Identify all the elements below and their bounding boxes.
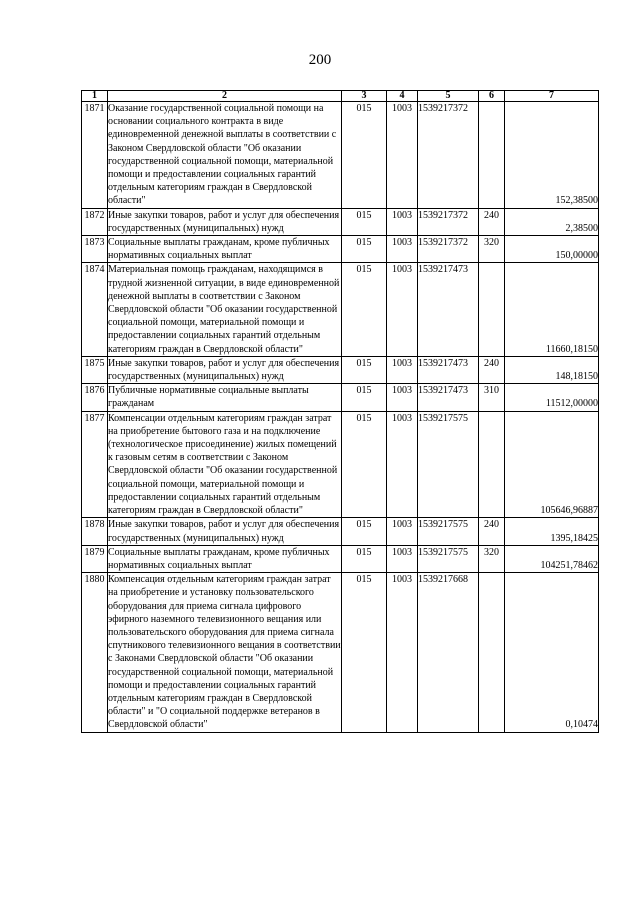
row-ministry: 015 xyxy=(342,263,387,356)
row-target: 1539217372 xyxy=(418,208,479,235)
table-row xyxy=(82,545,599,572)
row-target: 1539217473 xyxy=(418,384,479,411)
row-section: 1003 xyxy=(387,356,418,383)
row-number: 1875 xyxy=(82,356,108,383)
row-ministry: 015 xyxy=(342,545,387,572)
table-row xyxy=(82,263,599,356)
row-section: 1003 xyxy=(387,236,418,263)
row-ministry: 015 xyxy=(342,384,387,411)
row-number: 1877 xyxy=(82,411,108,518)
table-row xyxy=(82,102,599,209)
row-amount: 11512,00000 xyxy=(505,384,599,411)
row-number: 1876 xyxy=(82,384,108,411)
table-row xyxy=(82,384,599,411)
page-number: 200 xyxy=(308,52,332,68)
row-section: 1003 xyxy=(387,573,418,732)
row-name: Оказание государственной социальной помощи на основании социального контракта в виде единовременной денежной выплаты в соответствии с Законом Свердловской области "Об оказании государственной социальной помощи, материальной помощи и предоставлении социальных гарантий отдельным категориям граждан в Свердловской области" xyxy=(108,102,342,209)
row-type: 240 xyxy=(479,518,505,545)
row-amount: 1395,18425 xyxy=(505,518,599,545)
row-ministry: 015 xyxy=(342,573,387,732)
budget-table xyxy=(81,90,599,733)
row-name: Компенсация отдельным категориям граждан затрат на приобретение и установку пользовательского оборудования для приема сигнала цифрового эфирного наземного телевизионного вещания или пользовательского оборудования для приема сигнала спутникового телевизионного вещания в соответствии с Законами Свердловской области "Об оказании государственной социальной помощи, материальной помощи и предоставлении социальных гарантий отдельным категориям граждан в Свердловской области" и "О социальной поддержке ветеранов в Свердловской области" xyxy=(108,574,341,731)
row-amount: 148,18150 xyxy=(505,356,599,383)
row-amount: 105646,96887 xyxy=(505,411,599,518)
row-target: 1539217668 xyxy=(418,573,479,732)
table-row xyxy=(82,518,599,545)
row-type: 320 xyxy=(479,545,505,572)
row-target: 1539217575 xyxy=(418,411,479,518)
row-section: 1003 xyxy=(387,102,418,209)
row-amount: 152,38500 xyxy=(505,102,599,209)
row-section: 1003 xyxy=(387,518,418,545)
header-row xyxy=(82,91,599,102)
column-header: 3 xyxy=(342,91,387,102)
row-amount: 150,00000 xyxy=(505,236,599,263)
row-type: 240 xyxy=(479,356,505,383)
row-target: 1539217473 xyxy=(418,263,479,356)
row-ministry: 015 xyxy=(342,356,387,383)
row-name: Социальные выплаты гражданам, кроме публичных нормативных социальных выплат xyxy=(108,236,342,263)
row-section: 1003 xyxy=(387,263,418,356)
row-amount: 2,38500 xyxy=(505,208,599,235)
row-number: 1878 xyxy=(82,518,108,545)
table-row xyxy=(82,236,599,263)
row-section: 1003 xyxy=(387,411,418,518)
table-row xyxy=(82,573,599,732)
row-target: 1539217473 xyxy=(418,356,479,383)
row-name: Компенсации отдельным категориям граждан затрат на приобретение бытового газа и на подключение (технологическое присоединение) жилых помещений к газовым сетям в соответствии с Законом Свердловской области "Об оказании государственной социальной помощи, материальной помощи и предоставлении социальных гарантий отдельным категориям граждан в Свердловской области" xyxy=(108,411,342,518)
row-type xyxy=(479,411,505,518)
row-name: Социальные выплаты гражданам, кроме публичных нормативных социальных выплат xyxy=(108,545,342,572)
table-row xyxy=(82,411,599,518)
row-name: Публичные нормативные социальные выплаты гражданам xyxy=(108,384,342,411)
column-header: 6 xyxy=(479,91,505,102)
row-number: 1872 xyxy=(82,208,108,235)
row-ministry: 015 xyxy=(342,208,387,235)
table-row xyxy=(82,356,599,383)
column-header: 5 xyxy=(418,91,479,102)
row-name: Материальная помощь гражданам, находящимся в трудной жизненной ситуации, в виде единовременной денежной выплаты в соответствии с Законом Свердловской области "Об оказании государственной социальной помощи, материальной помощи и предоставлении социальных гарантий отдельным категориям граждан в Свердловской области" xyxy=(108,263,342,356)
row-number: 1880 xyxy=(82,573,108,732)
row-type: 310 xyxy=(479,384,505,411)
column-header: 4 xyxy=(387,91,418,102)
row-ministry: 015 xyxy=(342,518,387,545)
row-target: 1539217372 xyxy=(418,236,479,263)
row-number: 1871 xyxy=(82,102,108,209)
row-amount: 104251,78462 xyxy=(505,545,599,572)
row-name: Иные закупки товаров, работ и услуг для обеспечения государственных (муниципальных) нужд xyxy=(108,518,342,545)
row-target: 1539217372 xyxy=(418,102,479,209)
column-header: 7 xyxy=(505,91,599,102)
row-section: 1003 xyxy=(387,384,418,411)
row-section: 1003 xyxy=(387,208,418,235)
row-type: 320 xyxy=(479,236,505,263)
row-type xyxy=(479,573,505,732)
row-amount: 0,10474 xyxy=(505,573,599,732)
row-name: Иные закупки товаров, работ и услуг для обеспечения государственных (муниципальных) нужд xyxy=(108,208,342,235)
column-header: 1 xyxy=(82,91,108,102)
row-name: Иные закупки товаров, работ и услуг для обеспечения государственных (муниципальных) нужд xyxy=(108,356,342,383)
row-target: 1539217575 xyxy=(418,518,479,545)
table-row xyxy=(82,208,599,235)
row-number: 1879 xyxy=(82,545,108,572)
row-type: 240 xyxy=(479,208,505,235)
row-number: 1873 xyxy=(82,236,108,263)
row-target: 1539217575 xyxy=(418,545,479,572)
row-type xyxy=(479,263,505,356)
row-type xyxy=(479,102,505,209)
row-ministry: 015 xyxy=(342,102,387,209)
row-section: 1003 xyxy=(387,545,418,572)
row-ministry: 015 xyxy=(342,236,387,263)
row-number: 1874 xyxy=(82,263,108,356)
column-header: 2 xyxy=(108,91,342,102)
row-ministry: 015 xyxy=(342,411,387,518)
row-amount: 11660,18150 xyxy=(505,263,599,356)
